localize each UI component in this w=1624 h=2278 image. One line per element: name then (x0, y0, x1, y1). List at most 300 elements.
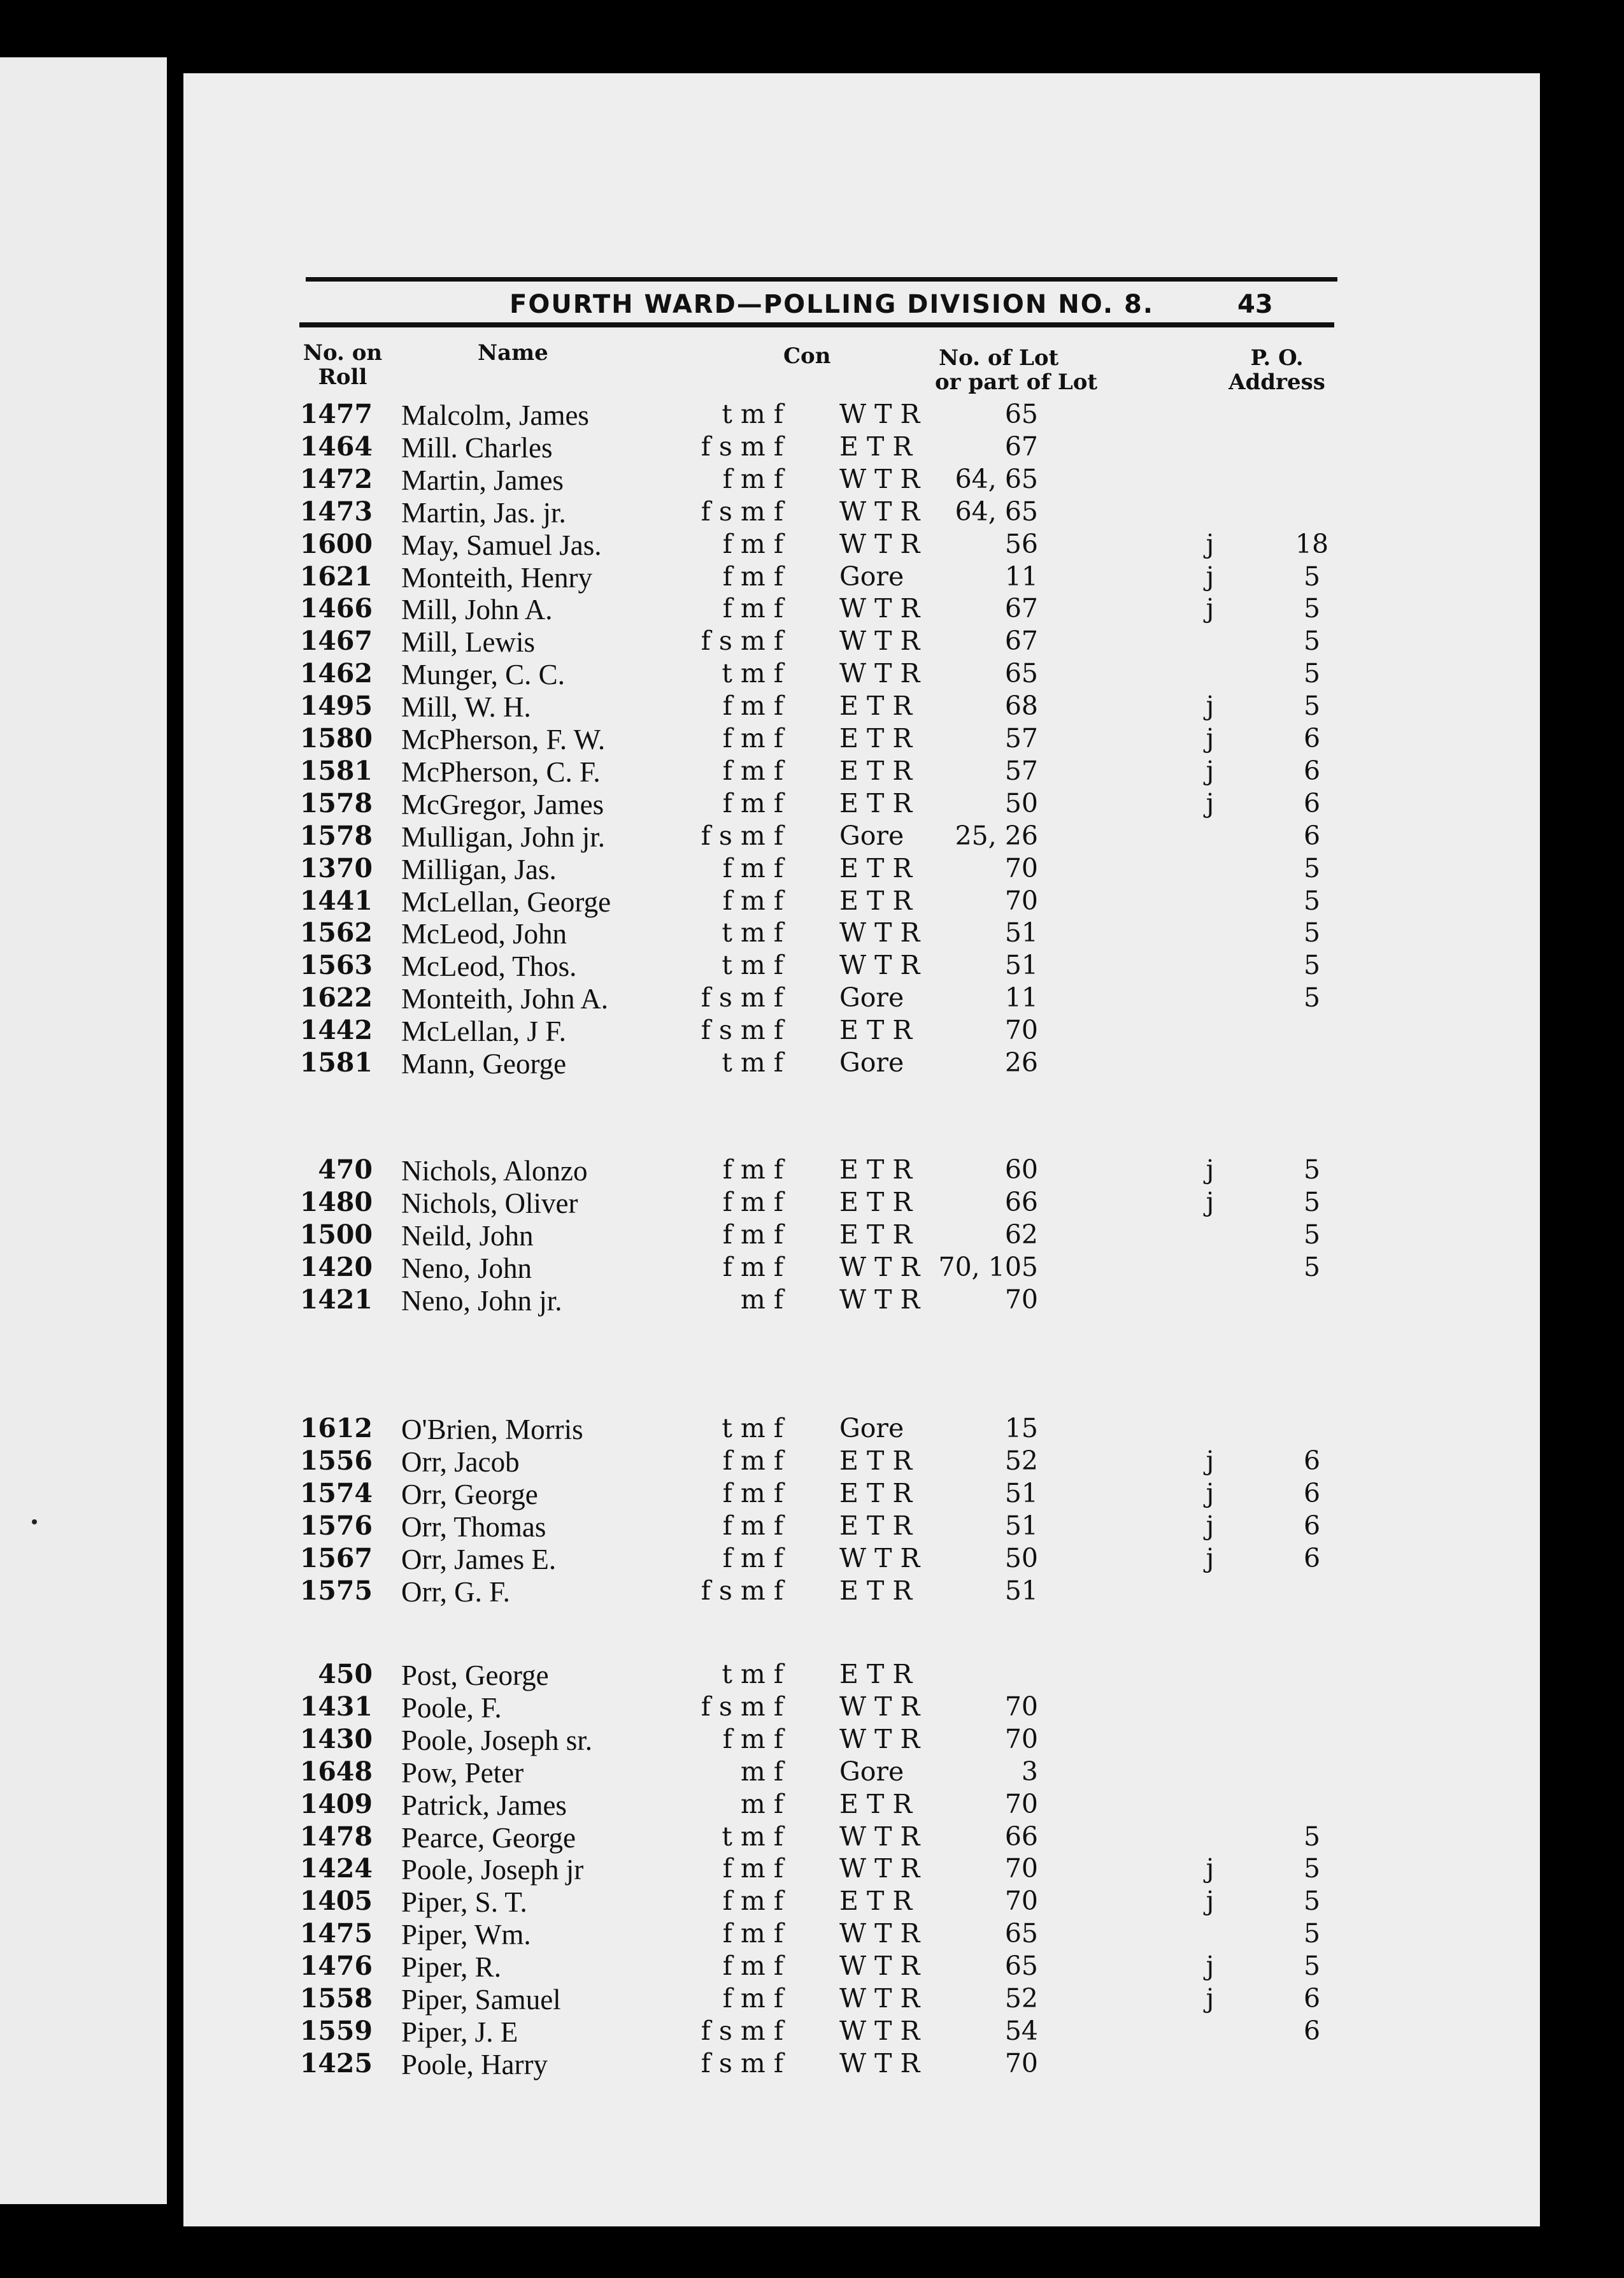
lot-number: 26 (1004, 1047, 1038, 1078)
roll-number: 1464 (299, 431, 373, 462)
table-row (0, 788, 1624, 820)
col-header-po-line2: Address (1229, 369, 1325, 395)
col-header-lot (935, 346, 1097, 394)
table-row (0, 1015, 1624, 1047)
po-address: 5 (1303, 1251, 1321, 1282)
col-header-con: Con (783, 343, 831, 369)
col-header-lot-line1: No. of Lot (939, 345, 1059, 371)
voter-status: f m f (722, 561, 783, 592)
voter-name: Post, George (401, 1659, 549, 1691)
concession: E T R (839, 1659, 913, 1689)
po-address: 5 (1303, 852, 1321, 884)
lot-number: 68 (1004, 691, 1038, 722)
lot-number: 70 (1004, 2047, 1038, 2079)
roll-number: 1621 (299, 561, 373, 592)
table-row (0, 885, 1624, 918)
roll-number: 1556 (299, 1445, 373, 1476)
voter-name: Mill, Lewis (401, 626, 535, 659)
concession: W T R (839, 1691, 920, 1722)
po-address: 5 (1303, 1918, 1321, 1949)
roll-number: 1648 (299, 1756, 373, 1787)
voter-name: McGregor, James (401, 788, 604, 820)
table-row (0, 1951, 1624, 1983)
voter-status: f s m f (701, 431, 783, 462)
lot-number: 67 (1004, 431, 1038, 462)
voter-status: m f (740, 1284, 783, 1315)
voter-name: Orr, Thomas (401, 1510, 546, 1543)
lot-number: 65 (1004, 399, 1038, 429)
table-row (0, 691, 1624, 723)
po-address: 6 (1303, 755, 1321, 786)
roll-number: 1612 (299, 1413, 373, 1443)
roll-number: 470 (318, 1154, 373, 1185)
juror-mark: j (1206, 691, 1214, 722)
voter-status: f s m f (701, 2015, 783, 2046)
roll-number: 1500 (299, 1219, 373, 1250)
lot-number: 66 (1004, 1186, 1038, 1217)
concession: W T R (839, 1251, 920, 1282)
roll-number: 1622 (299, 982, 373, 1014)
table-row (0, 1543, 1624, 1575)
lot-number: 70 (1004, 1691, 1038, 1722)
lot-number: 51 (1004, 1510, 1038, 1541)
roll-number: 1431 (299, 1691, 373, 1722)
voter-name: Mill, W. H. (401, 691, 531, 724)
roll-number: 1559 (299, 2015, 373, 2046)
concession: Gore (839, 1047, 904, 1078)
roll-number: 1574 (299, 1477, 373, 1508)
table-row (0, 756, 1624, 788)
concession: W T R (839, 1821, 920, 1852)
concession: Gore (839, 561, 904, 592)
roll-number: 1441 (299, 885, 373, 916)
concession: W T R (839, 463, 920, 494)
voter-status: f m f (722, 463, 783, 494)
concession: W T R (839, 658, 920, 689)
roll-number: 1600 (299, 528, 373, 559)
po-address: 6 (1303, 820, 1321, 851)
table-row (0, 626, 1624, 658)
concession: W T R (839, 950, 920, 981)
roll-number: 1370 (299, 852, 373, 884)
voter-status: t m f (722, 1659, 783, 1689)
voter-name: Neild, John (401, 1219, 534, 1252)
lot-number: 70, 105 (938, 1251, 1038, 1282)
table-row (0, 561, 1624, 594)
voter-status: f m f (722, 1918, 783, 1949)
lot-number: 50 (1004, 1542, 1038, 1573)
table-row (0, 1691, 1624, 1724)
roll-number: 1575 (299, 1575, 373, 1606)
juror-mark: j (1206, 593, 1214, 624)
juror-mark: j (1206, 1542, 1214, 1573)
voter-status: f m f (722, 1154, 783, 1185)
roll-number: 1467 (299, 626, 373, 657)
voter-status: f s m f (701, 496, 783, 527)
juror-mark: j (1206, 1951, 1214, 1982)
roll-number: 1466 (299, 593, 373, 624)
lot-number: 51 (1004, 1575, 1038, 1606)
concession: Gore (839, 982, 904, 1014)
po-address: 5 (1303, 1886, 1321, 1917)
table-row (0, 917, 1624, 950)
voter-status: f m f (722, 755, 783, 786)
table-row (0, 820, 1624, 853)
roll-number: 1578 (299, 820, 373, 851)
table-row (0, 1413, 1624, 1445)
concession: Gore (839, 820, 904, 851)
po-address: 5 (1303, 626, 1321, 657)
lot-number: 52 (1004, 1983, 1038, 2014)
lot-number: 70 (1004, 1723, 1038, 1754)
table-row (0, 1252, 1624, 1284)
po-address: 6 (1303, 1510, 1321, 1541)
po-address: 5 (1303, 982, 1321, 1014)
roll-number: 1473 (299, 496, 373, 527)
voter-name: Monteith, John A. (401, 983, 609, 1015)
lot-number: 51 (1004, 1477, 1038, 1508)
voter-name: McLeod, Thos. (401, 950, 577, 983)
concession: W T R (839, 1723, 920, 1754)
page-number: 43 (1237, 290, 1273, 319)
voter-name: Piper, Samuel (401, 1984, 561, 2016)
juror-mark: j (1206, 1510, 1214, 1541)
concession: E T R (839, 1015, 913, 1046)
table-row (0, 464, 1624, 496)
table-row (0, 1445, 1624, 1478)
lot-number: 67 (1004, 626, 1038, 657)
roll-number: 1580 (299, 723, 373, 754)
roll-number: 1420 (299, 1251, 373, 1282)
table-row (0, 1478, 1624, 1510)
concession: E T R (839, 1788, 913, 1819)
lot-number: 11 (1004, 561, 1038, 592)
voter-status: f m f (722, 528, 783, 559)
roll-number: 1578 (299, 787, 373, 819)
lot-number: 25, 26 (955, 820, 1038, 851)
table-row (0, 1983, 1624, 2016)
voter-status: f s m f (701, 1691, 783, 1722)
voter-name: Nichols, Oliver (401, 1187, 578, 1219)
po-address: 5 (1303, 917, 1321, 949)
roll-number: 1563 (299, 950, 373, 981)
juror-mark: j (1206, 561, 1214, 592)
lot-number: 66 (1004, 1821, 1038, 1852)
concession: Gore (839, 1413, 904, 1443)
lot-number: 65 (1004, 1918, 1038, 1949)
po-address: 5 (1303, 1821, 1321, 1852)
lot-number: 64, 65 (955, 496, 1038, 527)
juror-mark: j (1206, 787, 1214, 819)
concession: W T R (839, 1918, 920, 1949)
table-row (0, 593, 1624, 626)
po-address: 5 (1303, 593, 1321, 624)
juror-mark: j (1206, 1445, 1214, 1476)
table-row (0, 1886, 1624, 1918)
voter-name: Piper, R. (401, 1951, 501, 1984)
table-row (0, 2016, 1624, 2048)
voter-name: Malcolm, James (401, 399, 589, 431)
voter-status: f s m f (701, 820, 783, 851)
table-row (0, 1047, 1624, 1080)
roll-number: 1472 (299, 463, 373, 494)
concession: E T R (839, 1886, 913, 1917)
lot-number: 70 (1004, 1853, 1038, 1884)
concession: E T R (839, 1445, 913, 1476)
voter-name: Poole, F. (401, 1691, 502, 1724)
roll-number: 450 (318, 1659, 373, 1689)
lot-number: 70 (1004, 1015, 1038, 1046)
lot-number: 70 (1004, 1284, 1038, 1315)
table-row (0, 1659, 1624, 1691)
po-address: 5 (1303, 1219, 1321, 1250)
lot-number: 62 (1004, 1219, 1038, 1250)
roll-number: 1581 (299, 1047, 373, 1078)
table-row (0, 982, 1624, 1015)
voter-name: Orr, James E. (401, 1543, 557, 1575)
voter-status: f m f (722, 691, 783, 722)
lot-number: 70 (1004, 1886, 1038, 1917)
voter-name: Mulligan, John jr. (401, 820, 606, 853)
po-address: 6 (1303, 1542, 1321, 1573)
voter-status: f m f (722, 1186, 783, 1217)
voter-name: Neno, John jr. (401, 1284, 562, 1317)
lot-number: 57 (1004, 755, 1038, 786)
voter-name: Poole, Harry (401, 2048, 548, 2081)
voter-status: f m f (722, 1251, 783, 1282)
voter-status: f s m f (701, 1575, 783, 1606)
voter-name: Neno, John (401, 1252, 532, 1284)
roll-number: 1405 (299, 1886, 373, 1917)
concession: E T R (839, 1575, 913, 1606)
concession: W T R (839, 917, 920, 949)
table-row (0, 496, 1624, 529)
po-address: 5 (1303, 1154, 1321, 1185)
roll-number: 1480 (299, 1186, 373, 1217)
voter-status: f s m f (701, 626, 783, 657)
concession: E T R (839, 691, 913, 722)
voter-name: O'Brien, Morris (401, 1414, 583, 1445)
lot-number: 56 (1004, 528, 1038, 559)
po-address: 5 (1303, 1186, 1321, 1217)
lot-number: 67 (1004, 593, 1038, 624)
juror-mark: j (1206, 1477, 1214, 1508)
voter-status: t m f (722, 917, 783, 949)
po-address: 6 (1303, 2015, 1321, 2046)
roll-number: 1430 (299, 1723, 373, 1754)
table-row (0, 1821, 1624, 1854)
table-row (0, 431, 1624, 464)
voter-status: f m f (722, 1445, 783, 1476)
table-row (0, 1510, 1624, 1543)
po-address: 6 (1303, 1445, 1321, 1476)
concession: W T R (839, 1542, 920, 1573)
voter-status: f m f (722, 1477, 783, 1508)
po-address: 5 (1303, 885, 1321, 916)
voter-name: Mill. Charles (401, 431, 553, 464)
lot-number: 70 (1004, 885, 1038, 916)
po-address: 6 (1303, 1983, 1321, 2014)
concession: E T R (839, 723, 913, 754)
top-rule (306, 277, 1337, 282)
voter-status: f m f (722, 852, 783, 884)
concession: W T R (839, 626, 920, 657)
table-row (0, 723, 1624, 756)
concession: E T R (839, 787, 913, 819)
voter-name: May, Samuel Jas. (401, 529, 602, 561)
table-row (0, 853, 1624, 885)
col-header-po (1220, 346, 1334, 394)
concession: E T R (839, 885, 913, 916)
voter-name: Orr, Jacob (401, 1445, 520, 1478)
voter-name: Piper, Wm. (401, 1919, 531, 1951)
concession: W T R (839, 1983, 920, 2014)
juror-mark: j (1206, 1983, 1214, 2014)
voter-name: Pow, Peter (401, 1756, 524, 1789)
concession: E T R (839, 1154, 913, 1185)
table-row (0, 1284, 1624, 1317)
voter-status: t m f (722, 399, 783, 429)
table-row (0, 1154, 1624, 1187)
voter-name: McLellan, George (401, 885, 611, 918)
voter-name: Piper, J. E (401, 2016, 518, 2048)
lot-number: 70 (1004, 1788, 1038, 1819)
lot-number: 51 (1004, 950, 1038, 981)
table-row (0, 1918, 1624, 1951)
table-row (0, 658, 1624, 691)
col-header-name: Name (478, 340, 548, 366)
voter-status: t m f (722, 1047, 783, 1078)
juror-mark: j (1206, 1154, 1214, 1185)
roll-number: 1476 (299, 1951, 373, 1982)
voter-name: Nichols, Alonzo (401, 1155, 588, 1187)
concession: E T R (839, 755, 913, 786)
concession: W T R (839, 593, 920, 624)
lot-number: 57 (1004, 723, 1038, 754)
voter-name: McPherson, F. W. (401, 724, 606, 756)
lot-number: 60 (1004, 1154, 1038, 1185)
voter-status: t m f (722, 658, 783, 689)
voter-name: Orr, George (401, 1478, 538, 1510)
table-row (0, 1724, 1624, 1756)
voter-name: Martin, James (401, 464, 564, 496)
lot-number: 3 (1021, 1756, 1038, 1787)
po-address: 5 (1303, 561, 1321, 592)
concession: E T R (839, 1477, 913, 1508)
voter-status: f m f (722, 1951, 783, 1982)
concession: W T R (839, 528, 920, 559)
voter-name: Piper, S. T. (401, 1886, 527, 1919)
lot-number: 70 (1004, 852, 1038, 884)
voter-name: Poole, Joseph jr (401, 1854, 584, 1886)
voter-name: Milligan, Jas. (401, 853, 557, 885)
page-title: FOURTH WARD—POLLING DIVISION NO. 8. (509, 290, 1154, 319)
concession: Gore (839, 1756, 904, 1787)
po-address: 18 (1295, 528, 1329, 559)
voter-name: Mill, John A. (401, 594, 553, 626)
juror-mark: j (1206, 1853, 1214, 1884)
po-address: 5 (1303, 691, 1321, 722)
roll-number: 1478 (299, 1821, 373, 1852)
roll-number: 1576 (299, 1510, 373, 1541)
table-row (0, 950, 1624, 982)
voter-status: m f (740, 1788, 783, 1819)
concession: W T R (839, 2047, 920, 2079)
col-header-roll-line1: No. on (303, 340, 383, 366)
voter-name: McLeod, John (401, 918, 567, 950)
roll-number: 1421 (299, 1284, 373, 1315)
voter-name: Orr, G. F. (401, 1575, 510, 1608)
lot-number: 11 (1004, 982, 1038, 1014)
roll-number: 1567 (299, 1542, 373, 1573)
table-row (0, 1187, 1624, 1219)
roll-number: 1558 (299, 1983, 373, 2014)
voter-name: Mann, George (401, 1048, 567, 1080)
table-row (0, 1219, 1624, 1252)
concession: W T R (839, 496, 920, 527)
roll-number: 1562 (299, 917, 373, 949)
col-header-lot-line2: or part of Lot (935, 369, 1098, 395)
voter-status: f m f (722, 723, 783, 754)
voter-status: f m f (722, 1510, 783, 1541)
voter-status: f m f (722, 885, 783, 916)
voter-status: f m f (722, 1983, 783, 2014)
voter-status: m f (740, 1756, 783, 1787)
voter-status: t m f (722, 1413, 783, 1443)
juror-mark: j (1206, 755, 1214, 786)
table-row (0, 2048, 1624, 2081)
header-rule (299, 322, 1334, 327)
roll-number: 1495 (299, 691, 373, 722)
roll-number: 1581 (299, 755, 373, 786)
voter-status: f m f (722, 1723, 783, 1754)
juror-mark: j (1206, 1886, 1214, 1917)
voter-name: Monteith, Henry (401, 561, 592, 594)
concession: W T R (839, 1853, 920, 1884)
lot-number: 50 (1004, 787, 1038, 819)
voter-status: f m f (722, 1219, 783, 1250)
lot-number: 64, 65 (955, 463, 1038, 494)
voter-name: Patrick, James (401, 1789, 567, 1821)
juror-mark: j (1206, 723, 1214, 754)
voter-status: t m f (722, 1821, 783, 1852)
concession: E T R (839, 852, 913, 884)
table-row (0, 1789, 1624, 1821)
voter-status: f m f (722, 1542, 783, 1573)
voter-status: f m f (722, 1853, 783, 1884)
voter-name: Pearce, George (401, 1821, 576, 1854)
voter-name: Munger, C. C. (401, 659, 565, 691)
roll-number: 1409 (299, 1788, 373, 1819)
concession: W T R (839, 1284, 920, 1315)
table-row (0, 399, 1624, 431)
lot-number: 65 (1004, 1951, 1038, 1982)
juror-mark: j (1206, 528, 1214, 559)
lot-number: 51 (1004, 917, 1038, 949)
voter-status: f s m f (701, 1015, 783, 1046)
roll-number: 1424 (299, 1853, 373, 1884)
table-row (0, 1575, 1624, 1608)
table-row (0, 1853, 1624, 1886)
voter-status: t m f (722, 950, 783, 981)
voter-status: f s m f (701, 982, 783, 1014)
po-address: 5 (1303, 658, 1321, 689)
lot-number: 65 (1004, 658, 1038, 689)
voter-name: McLellan, J F. (401, 1015, 566, 1048)
roll-number: 1477 (299, 399, 373, 429)
concession: E T R (839, 1186, 913, 1217)
concession: W T R (839, 1951, 920, 1982)
